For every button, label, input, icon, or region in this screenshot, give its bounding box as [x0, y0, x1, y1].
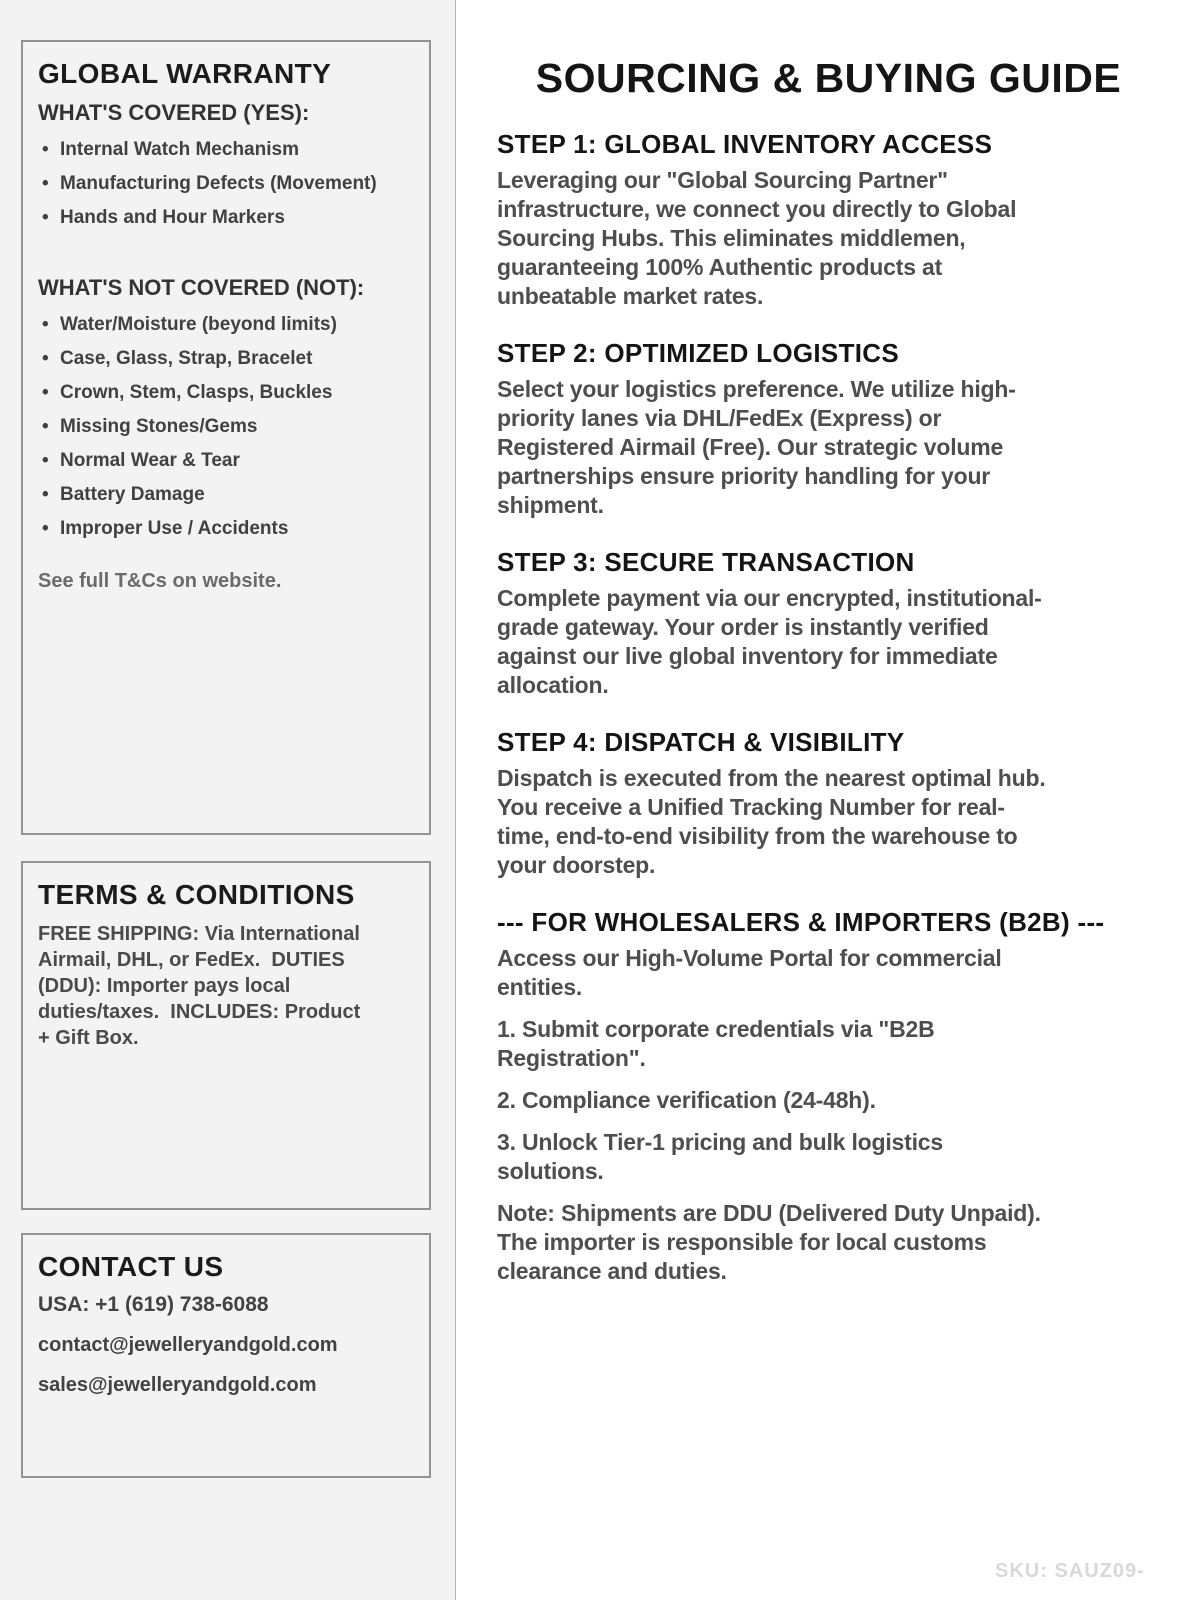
contact-panel	[21, 1233, 431, 1478]
b2b-section	[497, 907, 1160, 1286]
b2b-intro: Access our High-Volume Portal for commercial entities.	[497, 945, 1002, 1000]
b2b-step: 3. Unlock Tier-1 pricing and bulk logistics solutions.	[497, 1129, 943, 1184]
not-covered-item: • Battery Damage	[38, 483, 414, 506]
step-2-section	[497, 338, 1160, 520]
not-covered-item: • Missing Stones/Gems	[38, 415, 414, 438]
b2b-step: 1. Submit corporate credentials via "B2B Registration".	[497, 1016, 935, 1071]
step-2-body: Select your logistics preference. We utilize high-priority lanes via DHL/FedEx (Express) or Registered Airmail (Free). Our strategic volume partnerships ensure priority handling for your shipment.	[497, 376, 1016, 518]
main-content	[457, 0, 1200, 1600]
terms-body: FREE SHIPPING: Via International Airmail, DHL, or FedEx. DUTIES (DDU): Importer pays local duties/taxes. INCLUDES: Product + Gift Box.	[38, 923, 366, 1049]
step-3-heading: STEP 3: SECURE TRANSACTION	[497, 547, 915, 577]
step-4-body: Dispatch is executed from the nearest optimal hub. You receive a Unified Tracking Number for real-time, end-to-end visibility from the warehouse to your doorstep.	[497, 765, 1046, 878]
contact-title: CONTACT US	[38, 1251, 224, 1282]
warranty-footnote: See full T&Cs on website.	[38, 570, 282, 592]
warranty-panel	[21, 40, 431, 835]
b2b-heading: --- FOR WHOLESALERS & IMPORTERS (B2B) ---	[497, 907, 1105, 937]
covered-item: • Manufacturing Defects (Movement)	[38, 172, 414, 195]
not-covered-item: • Normal Wear & Tear	[38, 449, 414, 472]
sku-watermark: SKU: SAUZ09-	[995, 1560, 1145, 1582]
step-1-section	[497, 129, 1160, 311]
step-2-heading: STEP 2: OPTIMIZED LOGISTICS	[497, 338, 899, 368]
step-4-section	[497, 727, 1160, 880]
b2b-step: 2. Compliance verification (24-48h).	[497, 1087, 876, 1113]
covered-heading: WHAT'S COVERED (YES):	[38, 100, 310, 125]
covered-list	[38, 138, 414, 229]
covered-item: • Hands and Hour Markers	[38, 206, 414, 229]
b2b-note: Note: Shipments are DDU (Delivered Duty Unpaid). The importer is responsible for local customs clearance and duties.	[497, 1200, 1041, 1284]
sidebar	[0, 0, 456, 1600]
not-covered-item: • Water/Moisture (beyond limits)	[38, 313, 414, 336]
contact-email: contact@jewelleryandgold.com	[38, 1334, 338, 1356]
step-1-body: Leveraging our "Global Sourcing Partner" infrastructure, we connect you directly to Global Sourcing Hubs. This eliminates middlemen, guaranteeing 100% Authentic products at unbeatable market rates.	[497, 167, 1017, 309]
page-title: SOURCING & BUYING GUIDE	[535, 55, 1122, 101]
sales-email: sales@jewelleryandgold.com	[38, 1374, 317, 1396]
step-3-body: Complete payment via our encrypted, institutional-grade gateway. Your order is instantly verified against our live global inventory for immediate allocation.	[497, 585, 1042, 698]
terms-panel	[21, 861, 431, 1210]
contact-phone: USA: +1 (619) 738-6088	[38, 1293, 269, 1316]
not-covered-heading: WHAT'S NOT COVERED (NOT):	[38, 275, 365, 300]
warranty-title: GLOBAL WARRANTY	[38, 58, 332, 89]
step-4-heading: STEP 4: DISPATCH & VISIBILITY	[497, 727, 905, 757]
not-covered-item: • Crown, Stem, Clasps, Buckles	[38, 381, 414, 404]
not-covered-item: • Case, Glass, Strap, Bracelet	[38, 347, 414, 370]
covered-item: • Internal Watch Mechanism	[38, 138, 414, 161]
not-covered-list	[38, 313, 414, 540]
terms-title: TERMS & CONDITIONS	[38, 879, 355, 910]
not-covered-item: • Improper Use / Accidents	[38, 517, 414, 540]
step-3-section	[497, 547, 1160, 700]
step-1-heading: STEP 1: GLOBAL INVENTORY ACCESS	[497, 129, 993, 159]
